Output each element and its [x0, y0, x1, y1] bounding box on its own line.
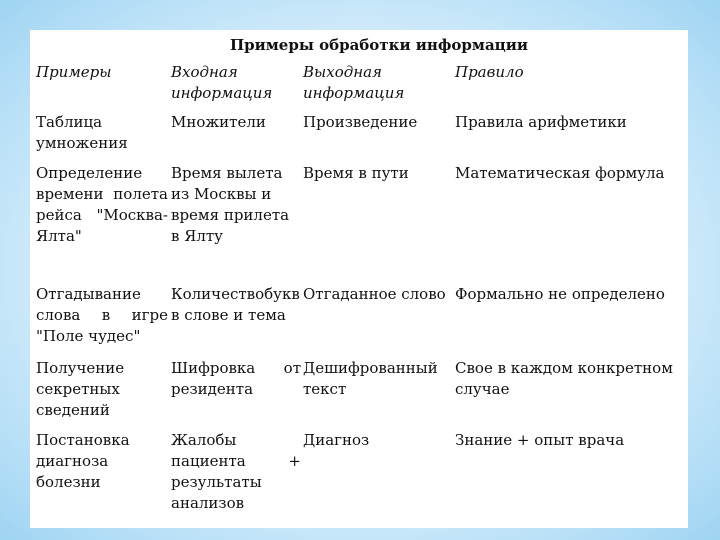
header-examples: Примеры	[36, 63, 112, 81]
cell-rule: Знание + опыт врача	[455, 431, 625, 449]
cell-example: Определение времени полета рейса "Москва-Ялта"	[36, 164, 168, 245]
cell-output: Отгаданное слово	[303, 285, 446, 303]
cell-example: Получение секретных сведений	[36, 359, 125, 419]
cell-output: Дешифрованный текст	[303, 359, 438, 398]
header-rule: Правило	[455, 63, 524, 81]
cell-rule: Правила арифметики	[455, 113, 627, 131]
cell-example: Постановка диагноза болезни	[36, 431, 130, 491]
header-input: Входная информация	[171, 63, 273, 102]
cell-rule: Формально не определено	[455, 285, 665, 303]
cell-rule: Свое в каждом конкретном случае	[455, 359, 673, 398]
cell-output: Время в пути	[303, 164, 409, 182]
cell-example: Таблица умножения	[36, 113, 128, 152]
cell-input: Количествобукв в слове и тема	[171, 285, 300, 324]
document-page	[30, 30, 688, 528]
cell-example: Отгадывание слова в игре "Поле чудес"	[36, 285, 168, 345]
cell-input: Шифровка от резидента	[171, 359, 301, 398]
table-title: Примеры обработки информации	[229, 36, 528, 54]
cell-input: Время вылета из Москвы и время прилета в Ялту	[171, 164, 290, 245]
cell-output: Произведение	[303, 113, 418, 131]
cell-rule: Математическая формула	[455, 164, 665, 182]
header-output: Выходная информация	[303, 63, 405, 102]
cell-output: Диагноз	[303, 431, 370, 449]
cell-input: Жалобы пациента + результаты анализов	[171, 431, 301, 512]
cell-input: Множители	[171, 113, 266, 131]
